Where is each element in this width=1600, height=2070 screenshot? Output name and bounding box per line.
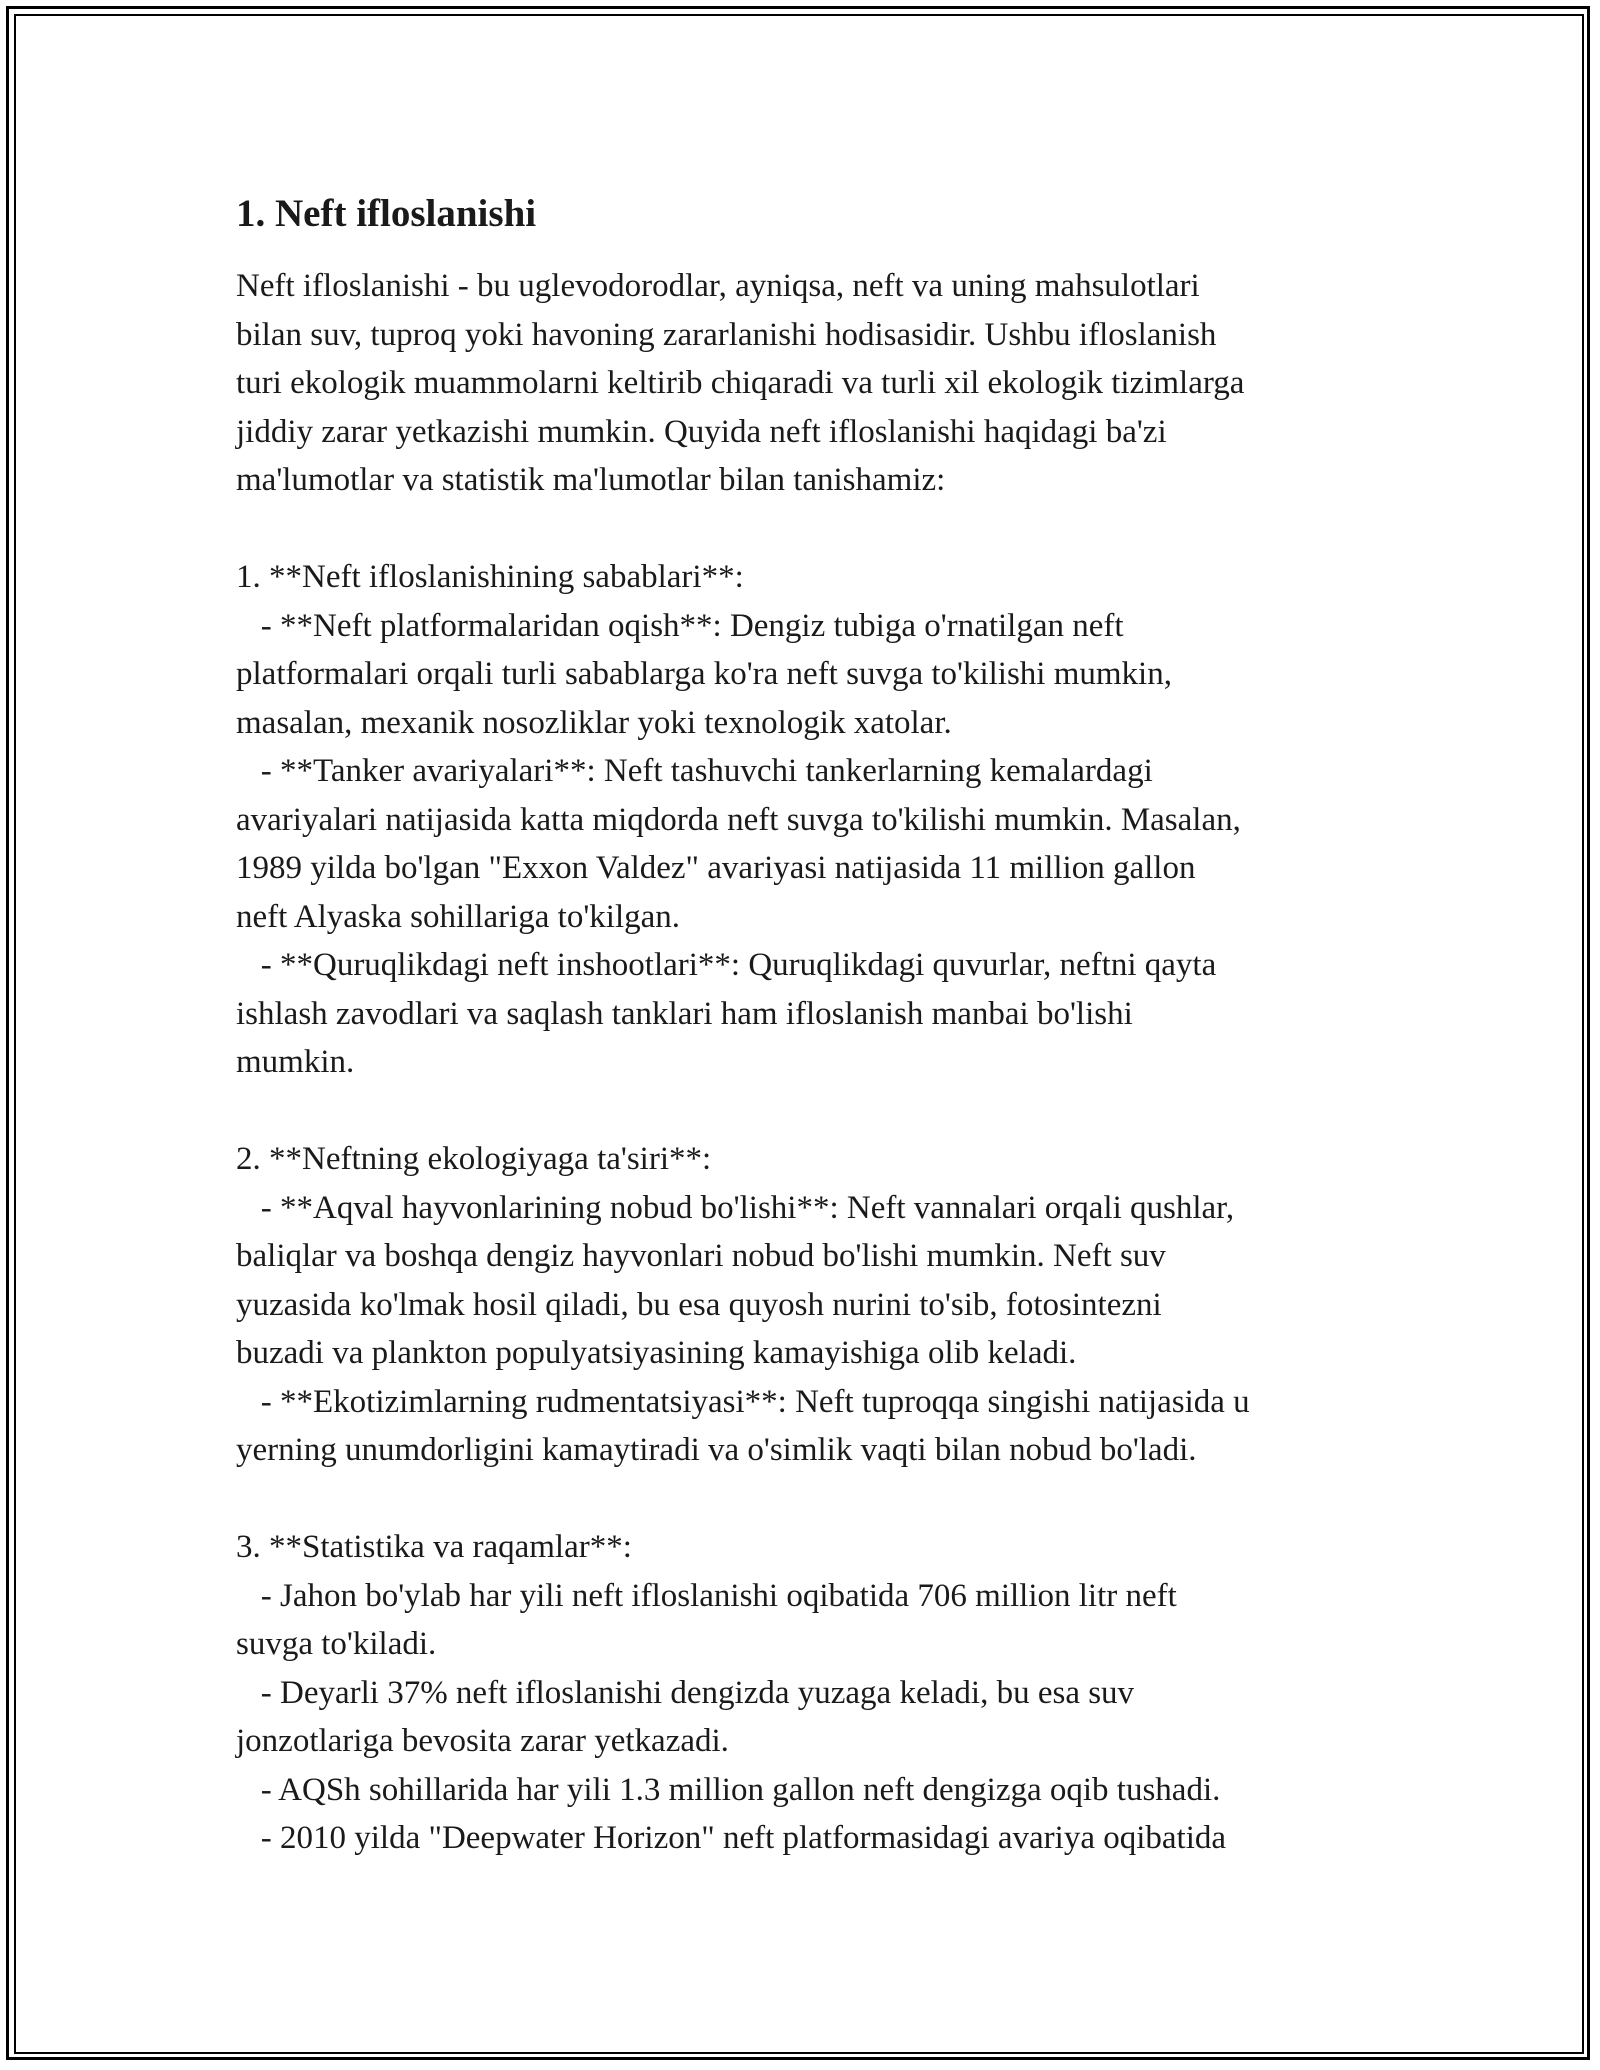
document-body [236,186,1366,1863]
text-line: neft Alyaska sohillariga to'kilgan. [236,898,681,935]
text-line: masalan, mexanik nosozliklar yoki texnologik xatolar. [236,704,952,741]
text-line: Neft ifloslanishi - bu uglevodorodlar, ayniqsa, neft va uning mahsulotlari [236,268,1200,304]
text-line: baliqlar va boshqa dengiz hayvonlari nobud bo'lishi mumkin. Neft suv [236,1238,1166,1274]
text-line: 2. **Neftning ekologiyaga ta'siri**: [236,1141,712,1177]
text-line: suvga to'kiladi. [236,1626,437,1662]
blank-line [236,1475,1366,1524]
text-line: - **Quruqlikdagi neft inshootlari**: Quruqlikdagi quvurlar, neftni qayta [236,947,1217,983]
text-line: - **Tanker avariyalari**: Neft tashuvchi tankerlarning kemalardagi [236,753,1153,789]
text-line: jiddiy zarar yetkazishi mumkin. Quyida neft ifloslanishi haqidagi ba'zi [236,413,1167,450]
text-line: 3. **Statistika va raqamlar**: [236,1529,632,1565]
text-line: - 2010 yilda "Deepwater Horizon" neft platformasidagi avariya oqibatida [236,1820,1227,1856]
text-line: yuzasida ko'lmak hosil qiladi, bu esa quyosh nurini to'sib, fotosintezni [236,1286,1162,1323]
blank-line [236,1087,1366,1136]
text-line: - Jahon bo'ylab har yili neft ifloslanishi oqibatida 706 million litr neft [236,1577,1177,1614]
text-line: - **Aqval hayvonlarining nobud bo'lishi**: Neft vannalari orqali qushlar, [236,1189,1235,1226]
text-line: mumkin. [236,1044,355,1080]
text-line: ishlash zavodlari va saqlash tanklari ham ifloslanish manbai bo'lishi [236,995,1133,1032]
text-line: 1989 yilda bo'lgan "Exxon Valdez" avariyasi natijasida 11 million gallon [236,850,1196,886]
text-line: 1. **Neft ifloslanishining sabablari**: [236,559,744,595]
text-line: turi ekologik muammolarni keltirib chiqaradi va turli xil ekologik tizimlarga [236,365,1245,401]
text-line: buzadi va plankton populyatsiyasining kamayishiga olib keladi. [236,1335,1077,1371]
text-line: - **Neft platformalaridan oqish**: Dengiz tubiga o'rnatilgan neft [236,607,1124,644]
document-text [236,262,1366,1863]
text-line: avariyalari natijasida katta miqdorda neft suvga to'kilishi mumkin. Masalan, [236,801,1241,838]
text-line: bilan suv, tuproq yoki havoning zararlanishi hodisasidir. Ushbu ifloslanish [236,316,1217,353]
text-line: yerning unumdorligini kamaytiradi va o'simlik vaqti bilan nobud bo'ladi. [236,1432,1197,1468]
text-line: - Deyarli 37% neft ifloslanishi dengizda yuzaga keladi, bu esa suv [236,1674,1135,1711]
document-title: 1. Neft ifloslanishi [236,192,537,235]
text-line: ma'lumotlar va statistik ma'lumotlar bilan tanishamiz: [236,462,946,498]
text-line: jonzotlariga bevosita zarar yetkazadi. [236,1723,729,1759]
text-line: - **Ekotizimlarning rudmentatsiyasi**: Neft tuproqqa singishi natijasida u [236,1383,1250,1420]
text-line: - AQSh sohillarida har yili 1.3 million gallon neft dengizga oqib tushadi. [236,1771,1221,1808]
text-line: platformalari orqali turli sabablarga ko'ra neft suvga to'kilishi mumkin, [236,656,1172,692]
blank-line [236,505,1366,554]
